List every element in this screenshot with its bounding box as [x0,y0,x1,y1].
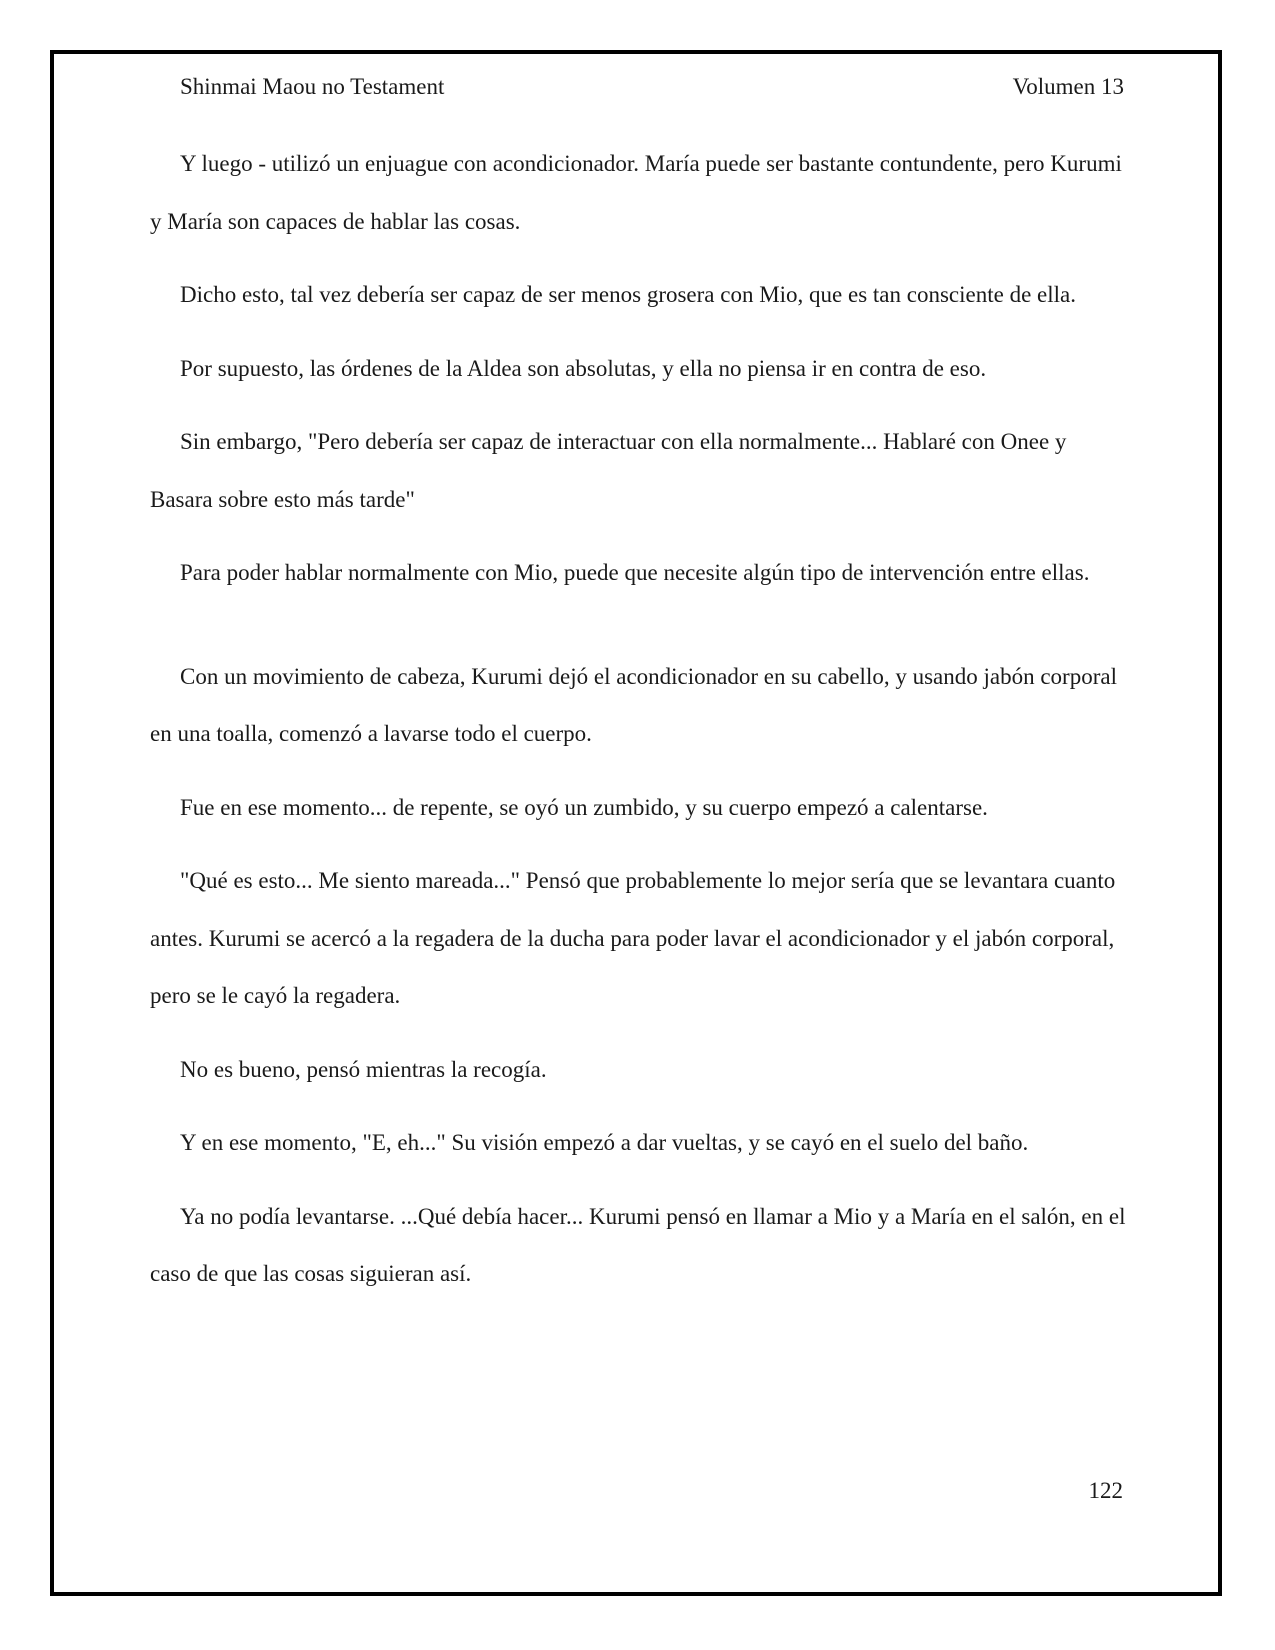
page-header [180,70,1124,104]
paragraph: Dicho esto, tal vez debería ser capaz de ser menos grosera con Mio, que es tan consciente de ella. [180,282,1076,307]
paragraph: "Qué es esto... Me siento mareada..." Pensó que probablemente lo mejor sería que se levantara cuanto antes. Kurumi se acercó a la regadera de la ducha para poder lavar el acondicionador y el jabón corporal, pero se le cayó la regadera. [150,868,1116,1008]
page-number: 122 [1088,1478,1123,1503]
book-title: Shinmai Maou no Testament [180,74,445,99]
paragraph: Y luego - utilizó un enjuague con acondicionador. María puede ser bastante contundente, pero Kurumi y María son capaces de hablar las cosas. [150,151,1122,234]
paragraph: Sin embargo, "Pero debería ser capaz de interactuar con ella normalmente... Hablaré con Onee y Basara sobre esto más tarde" [150,429,1067,512]
paragraph: No es bueno, pensó mientras la recogía. [180,1056,547,1082]
paragraph: Por supuesto, las órdenes de la Aldea son absolutas, y ella no piensa ir en contra de eso. [180,355,987,381]
paragraph: Ya no podía levantarse. ...Qué debía hacer... Kurumi pensó en llamar a Mio y a María en el salón, en el caso de que las cosas siguieran así. [150,1203,1126,1286]
paragraph: Para poder hablar normalmente con Mio, puede que necesite algún tipo de intervención entre ellas. [180,560,1090,585]
page-body [150,135,1130,1319]
paragraph: Y en ese momento, "E, eh..." Su visión empezó a dar vueltas, y se cayó en el suelo del baño. [180,1130,1029,1155]
paragraph: Con un movimiento de cabeza, Kurumi dejó el acondicionador en su cabello, y usando jabón corporal en una toalla, comenzó a lavarse todo el cuerpo. [150,663,1117,746]
volume-label: Volumen 13 [1012,74,1124,99]
paragraph: Fue en ese momento... de repente, se oyó un zumbido, y su cuerpo empezó a calentarse. [180,794,988,820]
